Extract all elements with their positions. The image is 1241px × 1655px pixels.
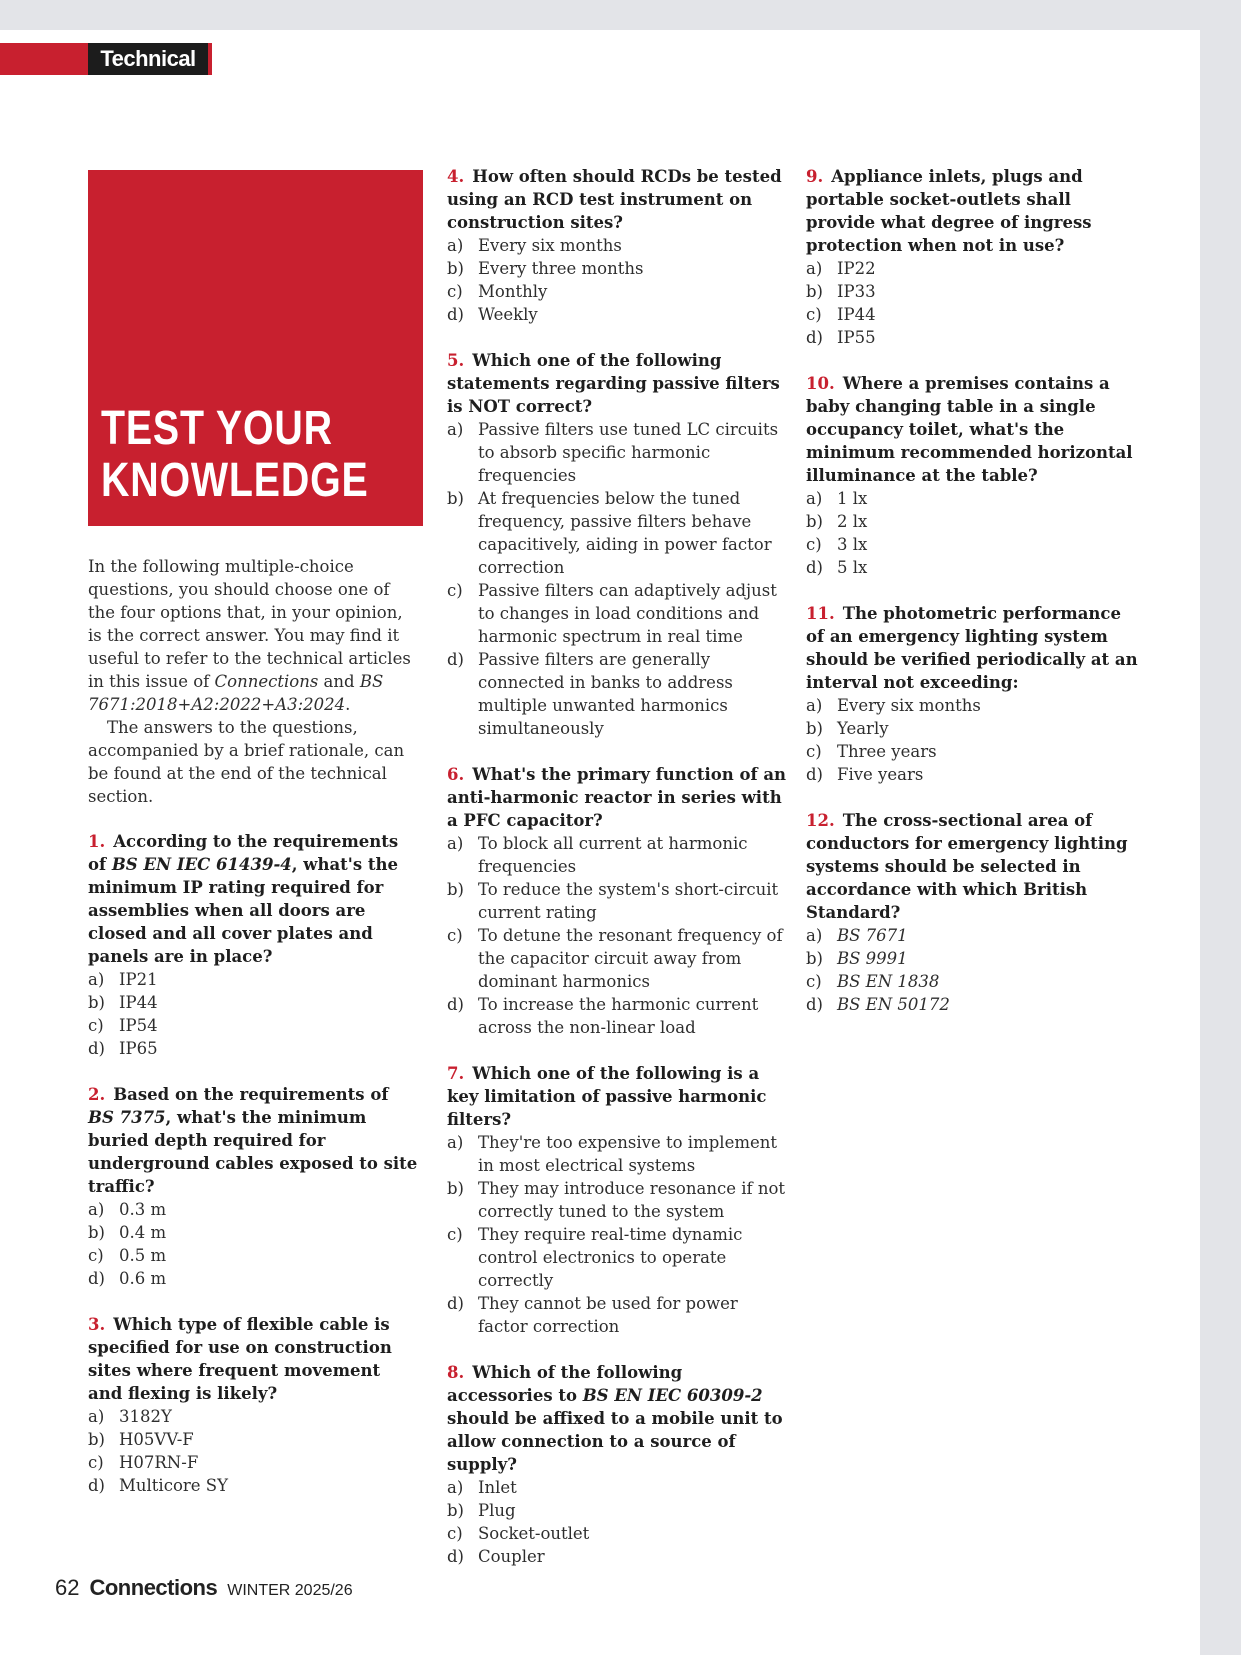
option-text: IP44 [119, 993, 158, 1012]
standard-reference: BS EN IEC 60309-2 [582, 1386, 763, 1405]
answer-option [88, 1267, 418, 1290]
answer-option [806, 556, 1141, 579]
question-number: 12. [806, 811, 835, 830]
option-letter: b) [447, 489, 464, 508]
question-list-1 [88, 830, 418, 1497]
answer-option [88, 1474, 418, 1497]
question-number: 10. [806, 374, 835, 393]
option-letter: c) [88, 1246, 104, 1265]
option-text: They require real-time dynamic control electronics to operate correctly [478, 1225, 743, 1290]
option-letter: a) [447, 236, 464, 255]
option-text: To block all current at harmonic frequencies [478, 834, 748, 876]
intro-text-b: and [318, 672, 360, 691]
answer-option [447, 648, 792, 740]
question-text [88, 1313, 418, 1405]
question-stem: According to the requirements of [88, 832, 399, 874]
option-text: Every six months [837, 696, 981, 715]
option-text: They may introduce resonance if not correctly tuned to the system [478, 1179, 786, 1221]
answer-option [447, 487, 792, 579]
option-text: Every six months [478, 236, 622, 255]
question-stem: The cross-sectional area of conductors for emergency lighting systems should be selected in accordance with which British Standard? [806, 811, 1128, 922]
answer-option [447, 993, 792, 1039]
question-number: 2. [88, 1085, 106, 1104]
option-letter: d) [806, 328, 823, 347]
option-letter: d) [447, 995, 464, 1014]
option-letter: d) [447, 1547, 464, 1566]
option-text: Inlet [478, 1478, 517, 1497]
option-text: IP54 [119, 1016, 158, 1035]
option-text: To detune the resonant frequency of the capacitor circuit away from dominant harmonics [478, 926, 783, 991]
answer-option [806, 740, 1141, 763]
option-text: Weekly [478, 305, 538, 324]
option-letter: b) [88, 993, 105, 1012]
answer-option [447, 1131, 792, 1177]
option-letter: a) [806, 696, 823, 715]
question-number: 4. [447, 167, 465, 186]
option-text: Five years [837, 765, 924, 784]
answer-option [447, 1177, 792, 1223]
answer-option [88, 1014, 418, 1037]
question-stem: Based on the requirements of [113, 1085, 389, 1104]
option-letter: a) [88, 1200, 105, 1219]
option-text: IP22 [837, 259, 876, 278]
question-number: 7. [447, 1064, 465, 1083]
page-footer [55, 1575, 353, 1601]
option-text: H07RN-F [119, 1453, 199, 1472]
option-text: H05VV-F [119, 1430, 194, 1449]
option-text: Monthly [478, 282, 548, 301]
section-label: Technical [88, 43, 208, 75]
answer-option [806, 694, 1141, 717]
magazine-name: Connections [89, 1575, 218, 1600]
option-letter: b) [806, 512, 823, 531]
answer-option [447, 924, 792, 993]
question-text [806, 165, 1141, 257]
issue-label: WINTER 2025/26 [227, 1582, 353, 1599]
option-text: At frequencies below the tuned frequency, passive filters behave capacitively, aiding in power factor correction [478, 489, 772, 577]
hero-title-line-1: TEST YOUR [101, 402, 333, 455]
standard-reference: BS 7375 [88, 1108, 166, 1127]
option-letter: d) [806, 995, 823, 1014]
question-stem-end: , what's the minimum IP rating required for assemblies when all doors are closed and all cover plates and panels are in place? [88, 855, 398, 966]
answer-option [447, 1476, 792, 1499]
question-stem: The photometric performance of an emergency lighting system should be verified periodically at an interval not exceeding: [806, 604, 1138, 692]
question-stem-end: , what's the minimum buried depth required for underground cables exposed to site traffic? [88, 1108, 418, 1196]
answer-option [806, 280, 1141, 303]
answer-option [806, 717, 1141, 740]
option-text: 0.4 m [119, 1223, 167, 1242]
option-text: Plug [478, 1501, 516, 1520]
answer-option [806, 257, 1141, 280]
option-letter: c) [88, 1016, 104, 1035]
question-number: 8. [447, 1363, 465, 1382]
question-4 [447, 165, 792, 326]
question-10 [806, 372, 1141, 579]
option-letter: b) [806, 282, 823, 301]
answer-option [447, 418, 792, 487]
question-text [806, 809, 1141, 924]
option-letter: c) [806, 305, 822, 324]
question-5 [447, 349, 792, 740]
option-letter: c) [447, 282, 463, 301]
question-number: 6. [447, 765, 465, 784]
option-letter: c) [806, 535, 822, 554]
option-text: 0.6 m [119, 1269, 167, 1288]
option-letter: a) [447, 1478, 464, 1497]
option-text: BS EN 50172 [837, 995, 950, 1014]
answer-option [806, 924, 1141, 947]
question-text [447, 763, 792, 832]
option-letter: a) [447, 834, 464, 853]
answer-option [88, 1405, 418, 1428]
answer-option [88, 1428, 418, 1451]
question-stem: Which one of the following is a key limitation of passive harmonic filters? [447, 1064, 767, 1129]
answer-option [88, 1037, 418, 1060]
question-number: 3. [88, 1315, 106, 1334]
question-text [447, 165, 792, 234]
option-text: IP44 [837, 305, 876, 324]
question-number: 9. [806, 167, 824, 186]
option-text: Yearly [837, 719, 889, 738]
hero-title-line-2: KNOWLEDGE [101, 454, 369, 507]
standard-reference: BS EN IEC 61439-4 [111, 855, 292, 874]
option-letter: a) [447, 420, 464, 439]
answer-option [806, 510, 1141, 533]
answer-option [447, 257, 792, 280]
option-text: Passive filters use tuned LC circuits to absorb specific harmonic frequencies [478, 420, 779, 485]
answer-option [806, 303, 1141, 326]
option-letter: c) [447, 581, 463, 600]
option-letter: d) [447, 305, 464, 324]
option-text: 3182Y [119, 1407, 172, 1426]
option-letter: c) [447, 1225, 463, 1244]
option-letter: b) [806, 949, 823, 968]
option-letter: a) [806, 926, 823, 945]
question-number: 11. [806, 604, 835, 623]
option-letter: d) [88, 1476, 105, 1495]
option-letter: d) [806, 558, 823, 577]
answer-option [88, 968, 418, 991]
option-text: IP33 [837, 282, 876, 301]
answer-option [447, 832, 792, 878]
option-letter: c) [806, 972, 822, 991]
column-2 [447, 165, 792, 1591]
question-9 [806, 165, 1141, 349]
answer-option [806, 533, 1141, 556]
option-text: 0.5 m [119, 1246, 167, 1265]
answer-option [447, 1223, 792, 1292]
question-2 [88, 1083, 418, 1290]
option-text: Socket-outlet [478, 1524, 590, 1543]
option-text: IP21 [119, 970, 158, 989]
option-text: They cannot be used for power factor correction [478, 1294, 738, 1336]
answer-option [447, 1522, 792, 1545]
answer-option [806, 487, 1141, 510]
option-text: 3 lx [837, 535, 868, 554]
option-text: Passive filters can adaptively adjust to changes in load conditions and harmonic spectrum in real time [478, 581, 777, 646]
option-text: 0.3 m [119, 1200, 167, 1219]
answer-option [447, 1499, 792, 1522]
question-number: 5. [447, 351, 465, 370]
question-text [88, 830, 418, 968]
intro-paragraph-1 [88, 555, 418, 716]
option-letter: d) [447, 1294, 464, 1313]
question-stem: Which type of flexible cable is specified for use on construction sites where frequent movement and flexing is likely? [88, 1315, 392, 1403]
option-text: Passive filters are generally connected in banks to address multiple unwanted harmonics simultaneously [478, 650, 733, 738]
answer-option [447, 878, 792, 924]
option-letter: a) [88, 1407, 105, 1426]
option-letter: a) [806, 489, 823, 508]
option-text: BS 9991 [837, 949, 908, 968]
question-text [447, 1361, 792, 1476]
intro-standard-ref: BS 7671:2018+A2:2022+A3:2024 [88, 672, 384, 714]
option-letter: a) [806, 259, 823, 278]
option-letter: b) [88, 1223, 105, 1242]
option-text: Multicore SY [119, 1476, 228, 1495]
answer-option [447, 234, 792, 257]
option-letter: c) [806, 742, 822, 761]
answer-option [88, 1198, 418, 1221]
option-text: BS EN 1838 [837, 972, 940, 991]
answer-option [447, 1545, 792, 1568]
option-letter: c) [447, 926, 463, 945]
question-text [806, 372, 1141, 487]
answer-option [806, 993, 1141, 1016]
question-12 [806, 809, 1141, 1016]
intro-magazine-ref: Connections [214, 672, 319, 691]
intro-text-c: . [345, 695, 351, 714]
option-letter: a) [88, 970, 105, 989]
answer-option [88, 991, 418, 1014]
section-tab [0, 43, 212, 75]
option-text: 1 lx [837, 489, 868, 508]
option-letter: b) [447, 880, 464, 899]
question-number: 1. [88, 832, 106, 851]
question-text [447, 1062, 792, 1131]
answer-option [806, 970, 1141, 993]
answer-option [806, 326, 1141, 349]
question-11 [806, 602, 1141, 786]
option-letter: c) [88, 1453, 104, 1472]
question-list-2 [447, 165, 792, 1568]
option-text: IP65 [119, 1039, 158, 1058]
option-letter: d) [88, 1039, 105, 1058]
question-text [447, 349, 792, 418]
answer-option [88, 1221, 418, 1244]
question-1 [88, 830, 418, 1060]
answer-option [88, 1244, 418, 1267]
option-letter: b) [447, 259, 464, 278]
option-text: Every three months [478, 259, 644, 278]
question-stem: Appliance inlets, plugs and portable socket-outlets shall provide what degree of ingress protection when not in use? [806, 167, 1092, 255]
option-text: They're too expensive to implement in most electrical systems [478, 1133, 777, 1175]
answer-option [447, 579, 792, 648]
column-1 [88, 165, 418, 1520]
option-text: BS 7671 [837, 926, 908, 945]
option-text: 5 lx [837, 558, 868, 577]
option-letter: b) [806, 719, 823, 738]
question-6 [447, 763, 792, 1039]
option-letter: d) [88, 1269, 105, 1288]
question-stem: Which of the following accessories to [447, 1363, 683, 1405]
option-text: Coupler [478, 1547, 545, 1566]
option-letter: c) [447, 1524, 463, 1543]
intro-paragraph-2: The answers to the questions, accompanied by a brief rationale, can be found at the end of the technical section. [88, 718, 405, 806]
option-letter: d) [806, 765, 823, 784]
option-text: IP55 [837, 328, 876, 347]
option-letter: b) [88, 1430, 105, 1449]
option-text: To increase the harmonic current across the non-linear load [478, 995, 759, 1037]
answer-option [806, 947, 1141, 970]
option-text: To reduce the system's short-circuit current rating [478, 880, 779, 922]
option-text: Three years [837, 742, 937, 761]
option-letter: d) [447, 650, 464, 669]
question-text [806, 602, 1141, 694]
question-stem: Which one of the following statements regarding passive filters is NOT correct? [447, 351, 780, 416]
option-letter: b) [447, 1179, 464, 1198]
question-7 [447, 1062, 792, 1338]
answer-option [447, 1292, 792, 1338]
option-letter: a) [447, 1133, 464, 1152]
answer-option [88, 1451, 418, 1474]
question-list-3 [806, 165, 1141, 1016]
option-text: 2 lx [837, 512, 868, 531]
answer-option [447, 303, 792, 326]
question-stem-end: should be affixed to a mobile unit to allow connection to a source of supply? [447, 1409, 783, 1474]
intro-text-a: In the following multiple-choice questions, you should choose one of the four options that, in your opinion, is the correct answer. You may find it useful to refer to the technical articles in this issue of [88, 557, 411, 691]
column-3 [806, 165, 1141, 1039]
question-3 [88, 1313, 418, 1497]
option-letter: b) [447, 1501, 464, 1520]
answer-option [806, 763, 1141, 786]
answer-option [447, 280, 792, 303]
question-text [88, 1083, 418, 1198]
question-stem: What's the primary function of an anti-harmonic reactor in series with a PFC capacitor? [447, 765, 787, 830]
intro-text [88, 555, 418, 808]
page-number: 62 [55, 1575, 80, 1600]
question-stem: How often should RCDs be tested using an RCD test instrument on construction sites? [447, 167, 782, 232]
question-stem: Where a premises contains a baby changing table in a single occupancy toilet, what's the minimum recommended horizontal illuminance at the table? [806, 374, 1133, 485]
question-8 [447, 1361, 792, 1568]
